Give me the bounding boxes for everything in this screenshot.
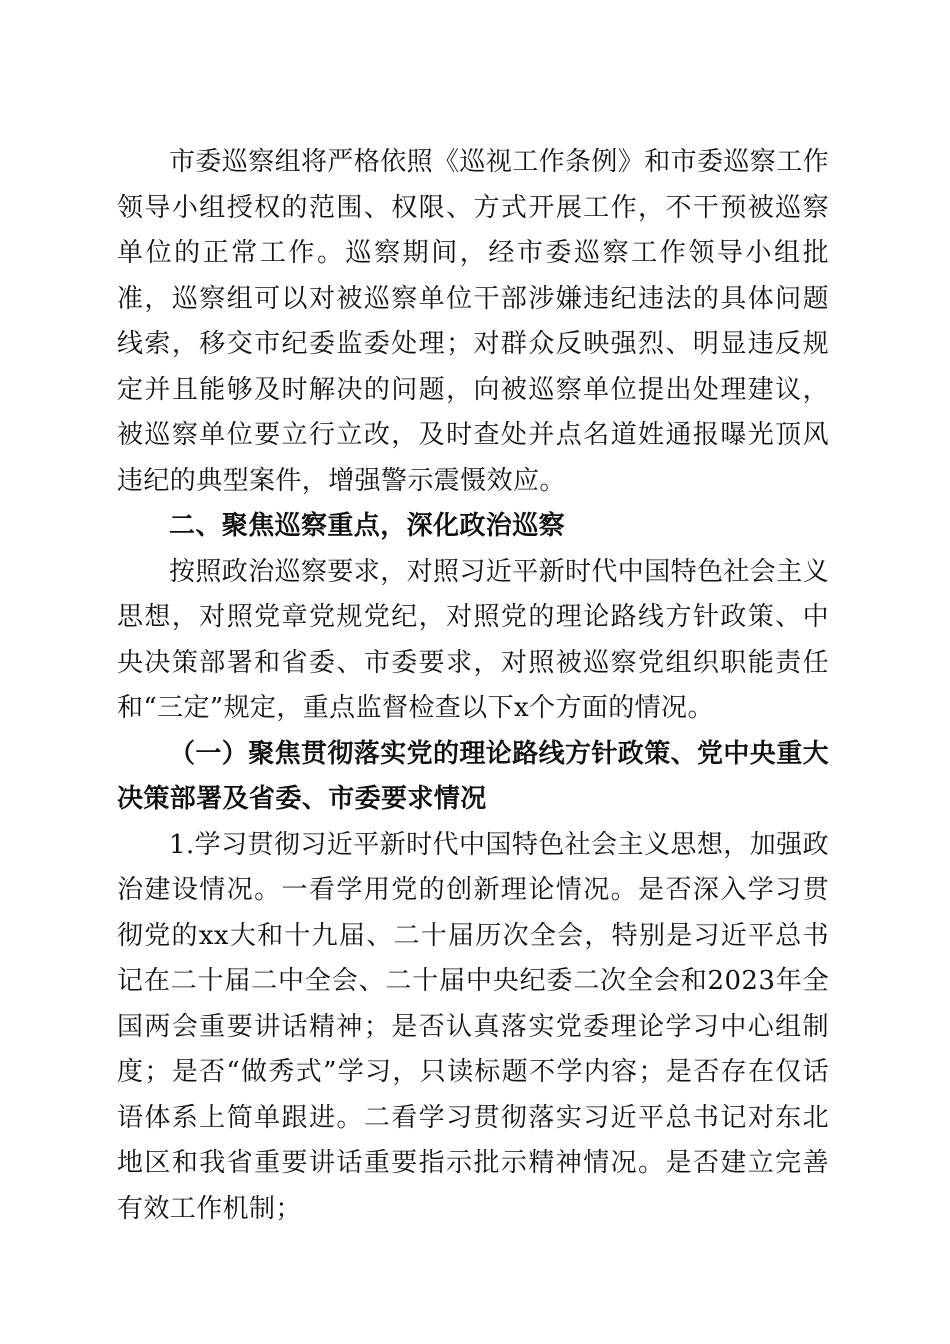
- subsection-heading: （一）聚焦贯彻落实党的理论路线方针政策、党中央重大决策部署及省委、市委要求情况: [117, 738, 830, 814]
- body-paragraph: 市委巡察组将严格依照《巡视工作条例》和市委巡察工作领导小组授权的范围、权限、方式开展工作，不干预被巡察单位的正常工作。巡察期间，经市委巡察工作领导小组批准，巡察组可以对被巡察单位干部涉嫌违纪违法的具体问题线索，移交市纪委监委处理；对群众反映强烈、明显违反规定并且能够及时解决的问题，向被巡察单位提出处理建议，被巡察单位要立行立改，及时查处并点名道姓通报曝光顶风违纪的典型案件，增强警示震慑效应。: [117, 147, 830, 496]
- body-paragraph: 按照政治巡察要求，对照习近平新时代中国特色社会主义思想，对照党章党规党纪，对照党的理论路线方针政策、中央决策部署和省委、市委要求，对照被巡察党组织职能责任和“三定”规定，重点监督检查以下x个方面的情况。: [117, 556, 830, 723]
- section-heading: 二、聚焦巡察重点，深化政治巡察: [169, 511, 566, 541]
- document-page: [117, 140, 829, 1232]
- body-paragraph: 1.学习贯彻习近平新时代中国特色社会主义思想，加强政治建设情况。一看学用党的创新理论情况。是否深入学习贯彻党的xx大和十九届、二十届历次全会，特别是习近平总书记在二十届二中全会、二十届中央纪委二次全会和2023年全国两会重要讲话精神；是否认真落实党委理论学习中心组制度；是否“做秀式”学习，只读标题不学内容；是否存在仅话语体系上简单跟进。二看学习贯彻落实习近平总书记对东北地区和我省重要讲话重要指示批示精神情况。是否建立完善有效工作机制；: [117, 829, 829, 1224]
